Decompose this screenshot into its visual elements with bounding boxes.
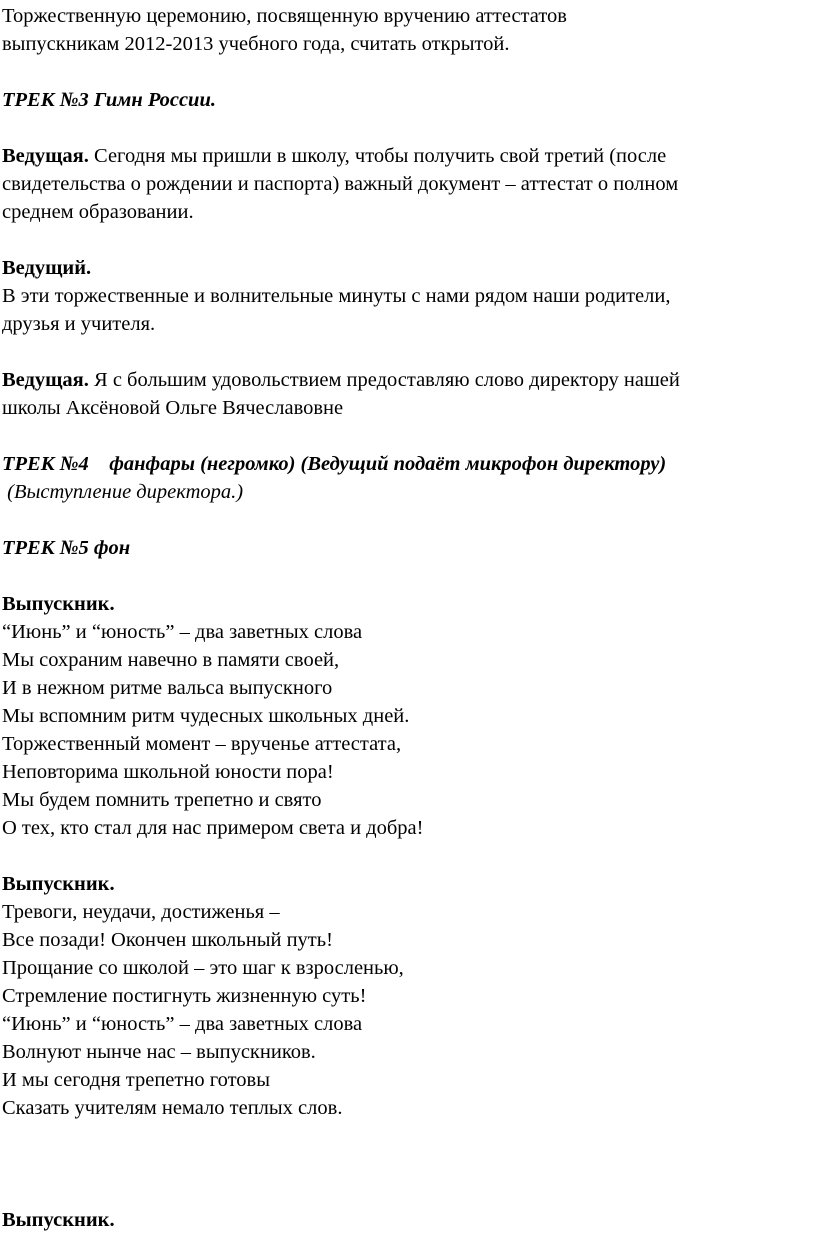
speaker-label: Выпускник. xyxy=(2,1209,115,1231)
spacer xyxy=(2,506,816,534)
track-3-heading: ТРЕК №3 Гимн России. xyxy=(2,89,216,111)
track-5-heading: ТРЕК №5 фон xyxy=(2,537,131,559)
paragraph-1-line-3: среднем образовании. xyxy=(2,201,194,223)
speaker-label: Ведущая. xyxy=(2,369,89,391)
spacer xyxy=(2,422,816,450)
poem-2-line: Стремление постигнуть жизненную суть! xyxy=(2,985,367,1007)
poem-2-line: Все позади! Окончен школьный путь! xyxy=(2,929,333,951)
track-4-heading: ТРЕК №4 фанфары (негромко) (Ведущий подаёт микрофон директору) xyxy=(2,453,667,475)
poem-1-line: Мы сохраним навечно в памяти своей, xyxy=(2,649,340,671)
spacer xyxy=(2,58,816,86)
poem-1-line: “Июнь” и “юность” – два заветных слова xyxy=(2,621,363,643)
speaker-label: Выпускник. xyxy=(2,593,115,615)
spacer xyxy=(2,226,816,254)
poem-2-line: Волнуют нынче нас – выпускников. xyxy=(2,1041,316,1063)
poem-2-line: Тревоги, неудачи, достиженья – xyxy=(2,901,280,923)
speaker-label: Ведущая. xyxy=(2,145,89,167)
paragraph-3-line-2: школы Аксёновой Ольге Вячеславовне xyxy=(2,397,344,419)
speaker-label: Ведущий. xyxy=(2,257,92,279)
poem-2-line: Прощание со школой – это шаг к взросленью, xyxy=(2,957,404,979)
poem-1-line: Мы вспомним ритм чудесных школьных дней. xyxy=(2,705,410,727)
poem-2-line: “Июнь” и “юность” – два заветных слова xyxy=(2,1013,363,1035)
track-4-note: (Выступление директора.) xyxy=(2,481,244,503)
paragraph-2-line-2: друзья и учителя. xyxy=(2,313,156,335)
poem-2-line: И мы сегодня трепетно готовы xyxy=(2,1069,270,1091)
poem-1-line: Неповторима школьной юности пора! xyxy=(2,761,334,783)
paragraph-2-line-1: В эти торжественные и волнительные минуты с нами рядом наши родители, xyxy=(2,285,671,307)
spacer xyxy=(2,842,816,870)
paragraph-1-line-2: свидетельства о рождении и паспорта) важный документ – аттестат о полном xyxy=(2,173,679,195)
paragraph-text: Я с большим удовольствием предоставляю слово директору нашей xyxy=(88,369,680,391)
paragraph-1-line-1 xyxy=(2,142,816,170)
poem-1-line: И в нежном ритме вальса выпускного xyxy=(2,677,333,699)
poem-1-line: Мы будем помнить трепетно и свято xyxy=(2,789,322,811)
paragraph-3-line-1 xyxy=(2,366,816,394)
speaker-label: Выпускник. xyxy=(2,873,115,895)
poem-2-line: Сказать учителям немало теплых слов. xyxy=(2,1097,343,1119)
opening-line-2: выпускникам 2012-2013 учебного года, считать открытой. xyxy=(2,33,510,55)
spacer xyxy=(2,1122,816,1206)
spacer xyxy=(2,338,816,366)
spacer xyxy=(2,562,816,590)
poem-1-line: Торжественный момент – врученье аттестата, xyxy=(2,733,402,755)
poem-1-line: О тех, кто стал для нас примером света и добра! xyxy=(2,817,424,839)
paragraph-text: Сегодня мы пришли в школу, чтобы получить свой третий (после xyxy=(88,145,667,167)
spacer xyxy=(2,114,816,142)
opening-line-1: Торжественную церемонию, посвященную вручению аттестатов xyxy=(2,5,567,27)
